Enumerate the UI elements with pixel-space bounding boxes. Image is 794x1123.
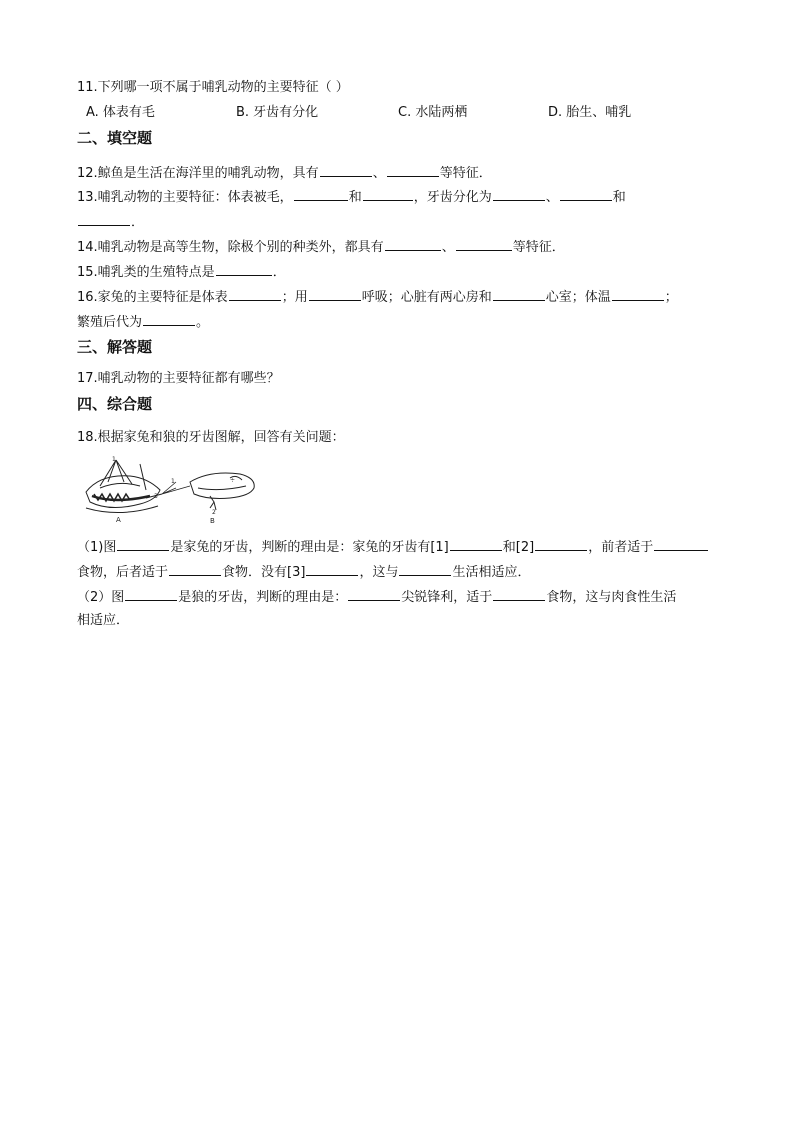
answer-blank[interactable]: [169, 562, 221, 576]
answer-blank[interactable]: [456, 237, 512, 251]
section-comprehensive-heading: 四、综合题: [77, 395, 153, 413]
figure-label-a: A: [116, 516, 121, 524]
answer-blank[interactable]: [560, 187, 612, 201]
question-15: 15.哺乳类的生殖特点是 ．: [77, 262, 286, 282]
section-answer-heading: 三、解答题: [77, 338, 153, 356]
answer-blank[interactable]: [309, 287, 361, 301]
question-18-part-1: （1)图 是家兔的牙齿，判断的理由是：家兔的牙齿有[1] 和[2] ，前者适于: [77, 537, 709, 557]
skull-b-drawing: [190, 473, 254, 510]
answer-blank[interactable]: [387, 163, 439, 177]
question-13: 13.哺乳动物的主要特征：体表被毛， 和 ，牙齿分化为 、 和: [77, 187, 626, 207]
answer-blank[interactable]: [654, 537, 708, 551]
teeth-diagram-figure: [80, 452, 260, 524]
answer-blank[interactable]: [493, 187, 545, 201]
answer-blank[interactable]: [348, 587, 400, 601]
answer-blank[interactable]: [143, 312, 195, 326]
figure-connector-lines: [162, 482, 190, 494]
question-11-option-b: B. 牙齿有分化: [236, 105, 319, 120]
answer-blank[interactable]: [78, 212, 130, 226]
answer-blank[interactable]: [493, 287, 545, 301]
question-18-part-1-cont: 食物，后者适于 食物．没有[3] ，这与 生活相适应．: [77, 562, 530, 582]
question-18-stem: 18.根据家兔和狼的牙齿图解，回答有关问题：: [77, 430, 345, 445]
question-12: 12.鲸鱼是生活在海洋里的哺乳动物，具有 、 等特征．: [77, 163, 492, 183]
question-11-option-c: C. 水陆两栖: [398, 105, 468, 120]
answer-blank[interactable]: [216, 262, 272, 276]
figure-label-b: B: [210, 517, 215, 524]
question-14: 14.哺乳动物是高等生物，除极个别的种类外，都具有 、 等特征．: [77, 237, 565, 257]
section-fill-in-heading: 二、填空题: [77, 129, 153, 147]
question-11-option-a: A. 体表有毛: [86, 105, 155, 120]
question-13-cont: ．: [77, 212, 144, 232]
skull-a-drawing: [86, 460, 162, 513]
question-11-option-d: D. 胎生、哺乳: [548, 105, 632, 120]
answer-blank[interactable]: [385, 237, 441, 251]
question-17: 17.哺乳动物的主要特征都有哪些？: [77, 371, 280, 386]
answer-blank[interactable]: [294, 187, 348, 201]
question-18-part-2: （2）图 是狼的牙齿，判断的理由是： 尖锐锋利，适于 食物，这与肉食性生活: [77, 587, 676, 607]
answer-blank[interactable]: [535, 537, 587, 551]
figure-number-2: 2: [212, 509, 216, 516]
answer-blank[interactable]: [125, 587, 177, 601]
question-16: 16.家兔的主要特征是体表 ；用 呼吸；心脏有两心房和 心室；体温 ；: [77, 287, 678, 307]
answer-blank[interactable]: [117, 537, 169, 551]
figure-number-1: 1: [171, 478, 175, 485]
answer-blank[interactable]: [450, 537, 502, 551]
figure-number-3: 3: [154, 493, 158, 500]
question-18-part-2-cont: 相适应．: [77, 613, 130, 628]
answer-blank[interactable]: [493, 587, 545, 601]
answer-blank[interactable]: [229, 287, 281, 301]
figure-number-1-top: 1: [112, 456, 116, 463]
svg-text:÷: ÷: [230, 477, 236, 484]
question-16-cont: 繁殖后代为 。: [77, 312, 209, 332]
answer-blank[interactable]: [320, 163, 372, 177]
answer-blank[interactable]: [306, 562, 358, 576]
answer-blank[interactable]: [363, 187, 413, 201]
answer-blank[interactable]: [612, 287, 664, 301]
question-11-stem: 11.下列哪一项不属于哺乳动物的主要特征（ ）: [77, 80, 349, 95]
answer-blank[interactable]: [399, 562, 451, 576]
